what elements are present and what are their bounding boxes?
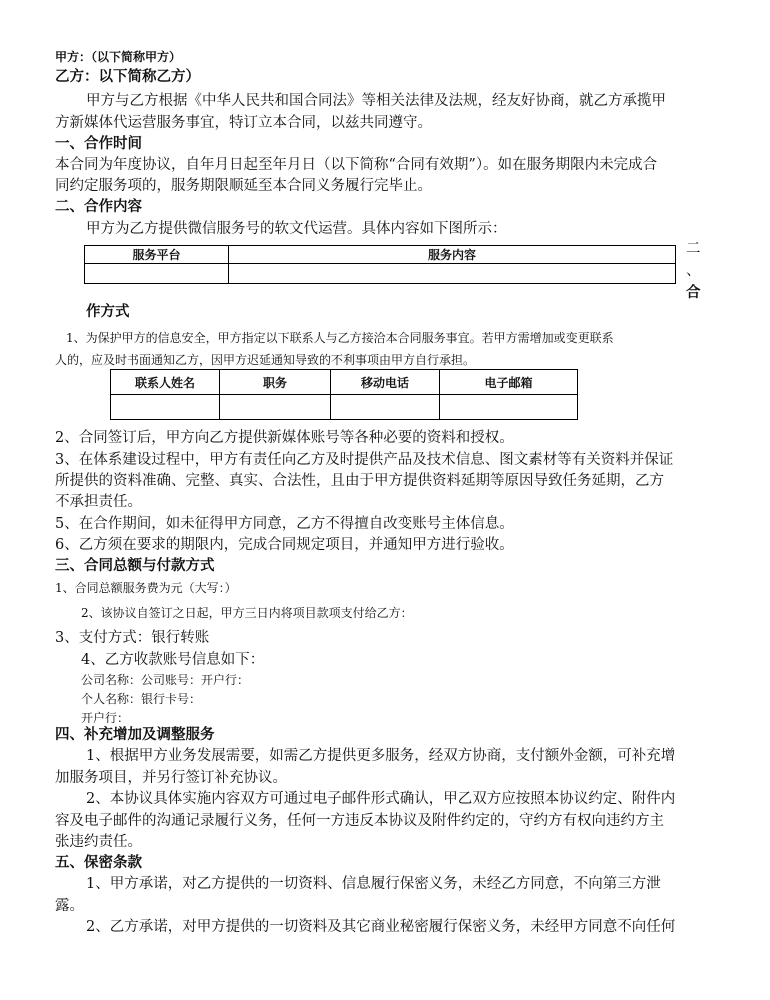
party-a-line: 甲方：（以下简称甲方）: [55, 50, 182, 64]
list-item: 3、支付方式：银行转账: [55, 630, 210, 646]
table-header: 职务: [220, 370, 331, 395]
table-header: 服务内容: [229, 246, 676, 264]
paragraph: 张违约责任。: [55, 834, 142, 850]
list-item: 所提供的资料准确、完整、真实、合法性，且由于甲方提供资料延期等原因导致任务延期，乙方: [55, 473, 664, 489]
paragraph: 露。: [55, 898, 84, 914]
list-item: 不承担责任。: [55, 494, 142, 510]
list-item: 6、乙方须在要求的期限内，完成合同规定项目，并通知甲方进行验收。: [55, 537, 514, 553]
list-item: 1、合同总额服务费为元（大写：）: [55, 581, 237, 595]
paragraph: 容及电子邮件的沟通记录履行义务，任何一方违反本协议及附件约定的，守约方有权向违约方主: [55, 813, 664, 829]
paragraph: 1、根据甲方业务发展需要，如需乙方提供更多服务，经双方协商，支付额外金额，可补充增: [86, 748, 676, 764]
paragraph: 2、乙方承诺，对甲方提供的一切资料及其它商业秘密履行保密义务，未经甲方同意不向任何: [86, 919, 676, 935]
section-number: 、: [686, 263, 701, 279]
paragraph: 甲方为乙方提供微信服务号的软文代运营。具体内容如下图所示：: [86, 221, 507, 237]
intro-paragraph: 甲方与乙方根据《中华人民共和国合同法》等相关法律及法规，经友好协商，就乙方承揽甲: [86, 93, 666, 109]
list-item: 1、为保护甲方的信息安全，甲方指定以下联系人与乙方接洽本合同服务事宜。若甲方需增加或变更联系: [66, 331, 614, 345]
account-info: 个人名称：银行卡号：: [81, 692, 202, 706]
paragraph: 2、本协议具体实施内容双方可通过电子邮件形式确认，甲乙双方应按照本协议约定、附件内: [86, 791, 676, 807]
table-header: 电子邮箱: [440, 370, 578, 395]
table-header: 服务平台: [85, 246, 229, 264]
list-item: 2、合同签订后，甲方向乙方提供新媒体账号等各种必要的资料和授权。: [55, 430, 514, 446]
list-item: 5、在合作期间，如未征得甲方同意，乙方不得擅自改变账号主体信息。: [55, 516, 514, 532]
service-table: [84, 245, 676, 284]
party-b-line: 乙方：以下简称乙方）: [55, 68, 200, 85]
section-number: 二: [686, 241, 701, 257]
table-cell: [440, 395, 578, 420]
section-title: 四、补充增加及调整服务: [55, 726, 215, 743]
contact-table: [110, 369, 578, 420]
table-cell: [111, 395, 220, 420]
account-info: 公司名称：公司账号：开户行：: [81, 673, 250, 687]
list-item: 3、在体系建设过程中，甲方有责任向乙方及时提供产品及技术信息、图文素材等有关资料并保证: [55, 452, 674, 468]
list-item: 人的，应及时书面通知乙方，因甲方迟延通知导致的不利事项由甲方自行承担。: [55, 353, 476, 367]
section-title: 作方式: [86, 303, 130, 320]
account-info: 开户行：: [81, 711, 130, 725]
table-cell: [331, 395, 440, 420]
section-number: 合: [686, 284, 701, 301]
paragraph: 1、甲方承诺，对乙方提供的一切资料、信息履行保密义务，未经乙方同意，不向第三方泄: [86, 876, 661, 892]
section-title: 五、保密条款: [55, 854, 142, 871]
paragraph: 同约定服务项的，服务期限顺延至本合同义务履行完毕止。: [55, 178, 432, 194]
table-header: 联系人姓名: [111, 370, 220, 395]
list-item: 2、该协议自签订之日起，甲方三日内将项目款项支付给乙方：: [81, 606, 413, 620]
section-title: 二、合作内容: [55, 198, 142, 215]
list-item: 4、乙方收款账号信息如下：: [81, 652, 265, 668]
table-cell: [229, 264, 676, 284]
section-title: 三、合同总额与付款方式: [55, 557, 215, 574]
intro-paragraph: 方新媒体代运营服务事宜，特订立本合同，以兹共同遵守。: [55, 115, 432, 131]
table-cell: [85, 264, 229, 284]
table-cell: [220, 395, 331, 420]
paragraph: 加服务项目，并另行签订补充协议。: [55, 770, 287, 786]
section-title: 一、合作时间: [55, 135, 142, 152]
paragraph: 本合同为年度协议，自年月日起至年月日（以下简称“合同有效期”）。如在服务期限内未完成合: [55, 157, 658, 173]
table-header: 移动电话: [331, 370, 440, 395]
